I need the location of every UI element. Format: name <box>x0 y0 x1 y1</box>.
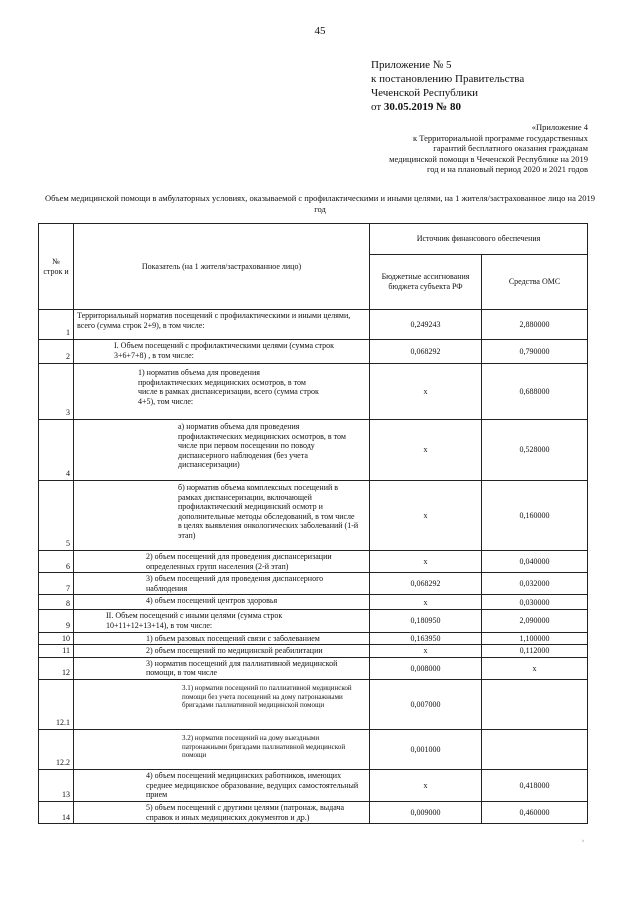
appendix-number: № 80 <box>433 101 461 113</box>
scan-mark: › <box>582 838 584 844</box>
table-row <box>39 645 588 658</box>
row-oms-value: 0,032000 <box>482 573 588 595</box>
table-row <box>39 310 588 340</box>
row-indicator: б) норматив объема комплексных посещений в рамках диспансеризации, включающей профилактический медицинский осмотр и дополнительные методы обследований, в том числе в целях выявления онкологических заболеваний (1-й этап) <box>74 481 370 551</box>
column-header-source: Источник финансового обеспечения <box>370 224 588 255</box>
reference-line: к Территориальной программе государственных <box>413 132 588 143</box>
row-number: 13 <box>39 769 74 801</box>
appendix-ref-line: к постановлению Правительства <box>371 73 525 85</box>
row-indicator: 3.1) норматив посещений по паллиативной медицинской помощи без учета посещений на дому патронажными бригадами паллиативной медицинской помощи <box>74 679 370 729</box>
row-number: 3 <box>39 364 74 420</box>
row-number: 12.1 <box>39 679 74 729</box>
row-oms-value: 2,880000 <box>482 310 588 340</box>
row-oms-value <box>482 679 588 729</box>
document-title: Объем медицинской помощи в амбулаторных условиях, оказываемой с профилактическими и иными целями, на 1 жителя/застрахованное лицо на 2019 год <box>45 193 595 214</box>
row-oms-value: 2,090000 <box>482 610 588 632</box>
row-indicator: 3.2) норматив посещений на дому выездными патронажными бригадами паллиативной медицинской помощи <box>74 729 370 769</box>
row-number: 10 <box>39 632 74 645</box>
row-indicator: 1) норматив объема для проведения профилактических медицинских осмотров, в том числе в рамках диспансеризации, всего (сумма строк 4+5), том числе: <box>74 364 370 420</box>
row-number: 14 <box>39 801 74 823</box>
table-row <box>39 420 588 481</box>
row-indicator: 1) объем разовых посещений связи с заболеванием <box>74 632 370 645</box>
row-oms-value: 0,528000 <box>482 420 588 481</box>
column-header-oms: Средства ОМС <box>482 255 588 310</box>
appendix-date: 30.05.2019 <box>383 101 434 113</box>
row-budget-value: х <box>370 769 482 801</box>
row-budget-value: х <box>370 595 482 610</box>
row-budget-value: 0,007000 <box>370 679 482 729</box>
table-row <box>39 481 588 551</box>
table-row <box>39 340 588 364</box>
row-budget-value: 0,163950 <box>370 632 482 645</box>
row-oms-value: х <box>482 657 588 679</box>
row-indicator: 4) объем посещений центров здоровья <box>74 595 370 610</box>
row-budget-value: 0,009000 <box>370 801 482 823</box>
reference-line: год и на плановый период 2020 и 2021 годов <box>427 164 588 175</box>
row-number: 11 <box>39 645 74 658</box>
row-budget-value: 0,068292 <box>370 573 482 595</box>
row-oms-value: 0,160000 <box>482 481 588 551</box>
row-number: 2 <box>39 340 74 364</box>
row-indicator: I. Объем посещений с профилактическими целями (сумма строк 3+6+7+8) , в том числе: <box>74 340 370 364</box>
appendix-block <box>371 58 524 114</box>
row-oms-value <box>482 729 588 769</box>
table-row <box>39 364 588 420</box>
column-header-indicator: Показатель (на 1 жителя/застрахованное лицо) <box>74 224 370 310</box>
date-prefix: от <box>371 101 384 113</box>
appendix-ref-line: Чеченской Республики <box>371 87 479 99</box>
program-reference <box>328 122 588 175</box>
row-budget-value: х <box>370 420 482 481</box>
table-row <box>39 769 588 801</box>
table-row <box>39 610 588 632</box>
page-number: 45 <box>314 25 326 37</box>
row-oms-value: 0,112000 <box>482 645 588 658</box>
row-number: 7 <box>39 573 74 595</box>
row-indicator: 2) объем посещений по медицинской реабилитации <box>74 645 370 658</box>
column-header-row-number: № строк и <box>39 224 74 310</box>
column-header-budget: Бюджетные ассигнования бюджета субъекта РФ <box>370 255 482 310</box>
table-row <box>39 573 588 595</box>
row-budget-value: 0,008000 <box>370 657 482 679</box>
row-oms-value: 0,040000 <box>482 551 588 573</box>
row-budget-value: 0,001000 <box>370 729 482 769</box>
row-budget-value: х <box>370 364 482 420</box>
volume-table <box>38 223 588 824</box>
reference-line: «Приложение 4 <box>531 122 588 132</box>
row-oms-value: 0,418000 <box>482 769 588 801</box>
row-number: 8 <box>39 595 74 610</box>
row-oms-value: 0,790000 <box>482 340 588 364</box>
row-number: 12.2 <box>39 729 74 769</box>
row-number: 1 <box>39 310 74 340</box>
row-indicator: II. Объем посещений с иными целями (сумма строк 10+11+12+13+14), в том числе: <box>74 610 370 632</box>
row-indicator: 3) норматив посещений для паллиативной медицинской помощи, в том числе <box>74 657 370 679</box>
row-oms-value: 0,688000 <box>482 364 588 420</box>
table-row <box>39 595 588 610</box>
row-indicator: Территориальный норматив посещений с профилактическими и иными целями, всего (сумма строк 2+9), в том числе: <box>74 310 370 340</box>
row-budget-value: х <box>370 481 482 551</box>
row-indicator: а) норматив объема для проведения профилактических медицинских осмотров, в том числе при первом посещении по поводу диспансерного наблюдения (без учета диспансеризации) <box>74 420 370 481</box>
row-number: 9 <box>39 610 74 632</box>
row-number: 12 <box>39 657 74 679</box>
row-oms-value: 0,460000 <box>482 801 588 823</box>
table-row <box>39 632 588 645</box>
row-indicator: 4) объем посещений медицинских работников, имеющих среднее медицинское образование, ведущих самостоятельный прием <box>74 769 370 801</box>
row-budget-value: х <box>370 645 482 658</box>
row-oms-value: 0,030000 <box>482 595 588 610</box>
reference-line: медицинской помощи в Чеченской Республике на 2019 <box>389 153 588 164</box>
reference-line: гарантий бесплатного оказания гражданам <box>433 143 588 154</box>
row-number: 4 <box>39 420 74 481</box>
row-budget-value: 0,180950 <box>370 610 482 632</box>
row-budget-value: х <box>370 551 482 573</box>
row-indicator: 3) объем посещений для проведения диспансерного наблюдения <box>74 573 370 595</box>
appendix-title: Приложение № 5 <box>371 59 452 71</box>
row-number: 6 <box>39 551 74 573</box>
table-row <box>39 801 588 823</box>
row-budget-value: 0,249243 <box>370 310 482 340</box>
table-row <box>39 729 588 769</box>
row-number: 5 <box>39 481 74 551</box>
row-oms-value: 1,100000 <box>482 632 588 645</box>
table-row <box>39 657 588 679</box>
appendix-date-line <box>371 100 524 114</box>
row-indicator: 5) объем посещений с другими целями (патронаж, выдача справок и иных медицинских документов и др.) <box>74 801 370 823</box>
table-row <box>39 679 588 729</box>
row-budget-value: 0,068292 <box>370 340 482 364</box>
table-row <box>39 551 588 573</box>
row-indicator: 2) объем посещений для проведения диспансеризации определенных групп населения (2-й этап) <box>74 551 370 573</box>
